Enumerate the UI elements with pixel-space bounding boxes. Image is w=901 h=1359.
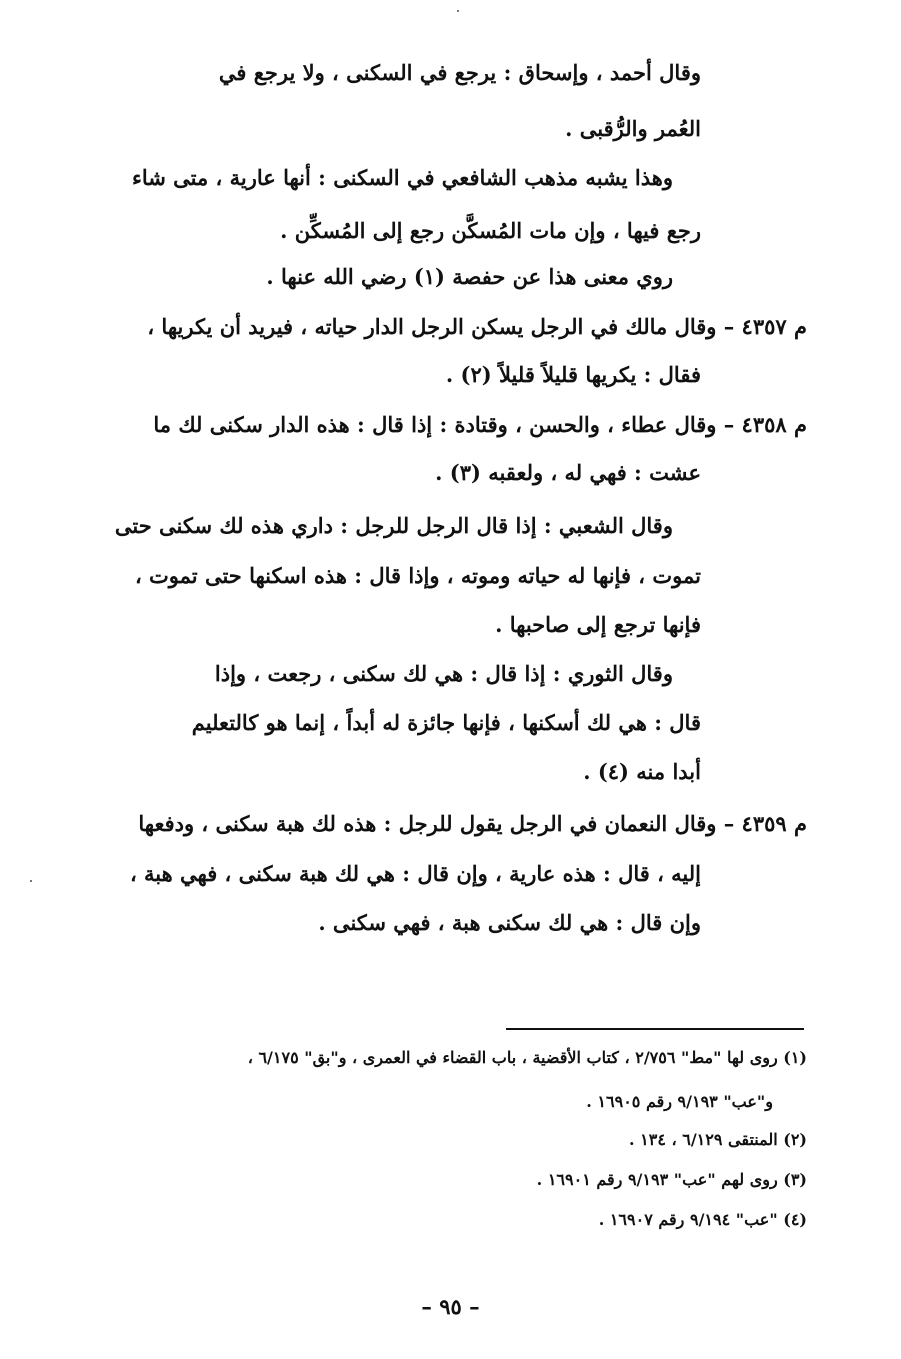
body-line: وإن قال : هي لك سكنى هبة ، فهي سكنى . (318, 910, 701, 935)
body-line: تموت ، فإنها له حياته وموته ، وإذا قال : هذه اسكنها حتى تموت ، (134, 563, 701, 588)
body-line: وهذا يشبه مذهب الشافعي في السكنى : أنها عارية ، متى شاء (131, 165, 673, 190)
body-line: وقال الثوري : إذا قال : هي لك سكنى ، رجعت ، وإذا (214, 661, 673, 686)
body-line: روي معنى هذا عن حفصة (١) رضي الله عنها . (266, 264, 673, 289)
body-line: أبدا منه (٤) . (583, 759, 701, 784)
page-number: – ٩٥ – (421, 1294, 480, 1319)
body-line: عشت : فهي له ، ولعقبه (٣) . (435, 460, 701, 485)
scan-speck (30, 880, 32, 882)
footnote: (٣) روى لهم "عب" ٩/١٩٣ رقم ١٦٩٠١ . (536, 1170, 807, 1189)
body-line: فقال : يكريها قليلاً قليلاً (٢) . (445, 362, 701, 387)
footnote-separator (506, 1028, 804, 1030)
body-line: فإنها ترجع إلى صاحبها . (495, 612, 701, 637)
footnote: (١) روى لها "مط" ٢/٧٥٦ ، كتاب الأقضية ، باب القضاء في العمرى ، و"بق" ٦/١٧٥ ، (247, 1048, 807, 1067)
body-line: رجع فيها ، وإن مات المُسكَّن رجع إلى المُسكِّن . (280, 218, 701, 243)
entry-line: م ٤٣٥٩ – وقال النعمان في الرجل يقول للرجل : هذه لك هبة سكنى ، ودفعها (138, 811, 807, 836)
entry-line: م ٤٣٥٨ – وقال عطاء ، والحسن ، وقتادة : إذا قال : هذه الدار سكنى لك ما (153, 412, 807, 437)
body-line: إليه ، قال : هذه عارية ، وإن قال : هي لك هبة سكنى ، فهي هبة ، (129, 861, 701, 886)
body-line: قال : هي لك أسكنها ، فإنها جائزة له أبداً ، إنما هو كالتعليم (191, 710, 701, 735)
footnote: (٢) المنتقى ٦/١٢٩ ، ١٣٤ . (629, 1130, 807, 1149)
scan-speck (457, 10, 459, 12)
entry-line: م ٤٣٥٧ – وقال مالك في الرجل يسكن الرجل الدار حياته ، فيريد أن يكريها ، (147, 314, 807, 339)
footnote: (٤) "عب" ٩/١٩٤ رقم ١٦٩٠٧ . (598, 1210, 807, 1229)
body-line: وقال أحمد ، وإسحاق : يرجع في السكنى ، ولا يرجع في (218, 60, 701, 85)
body-line: وقال الشعبي : إذا قال الرجل للرجل : داري هذه لك سكنى حتى (114, 513, 673, 538)
footnote: و"عب" ٩/١٩٣ رقم ١٦٩٠٥ . (586, 1092, 773, 1111)
body-line: العُمر والرُّقبى . (565, 116, 701, 141)
